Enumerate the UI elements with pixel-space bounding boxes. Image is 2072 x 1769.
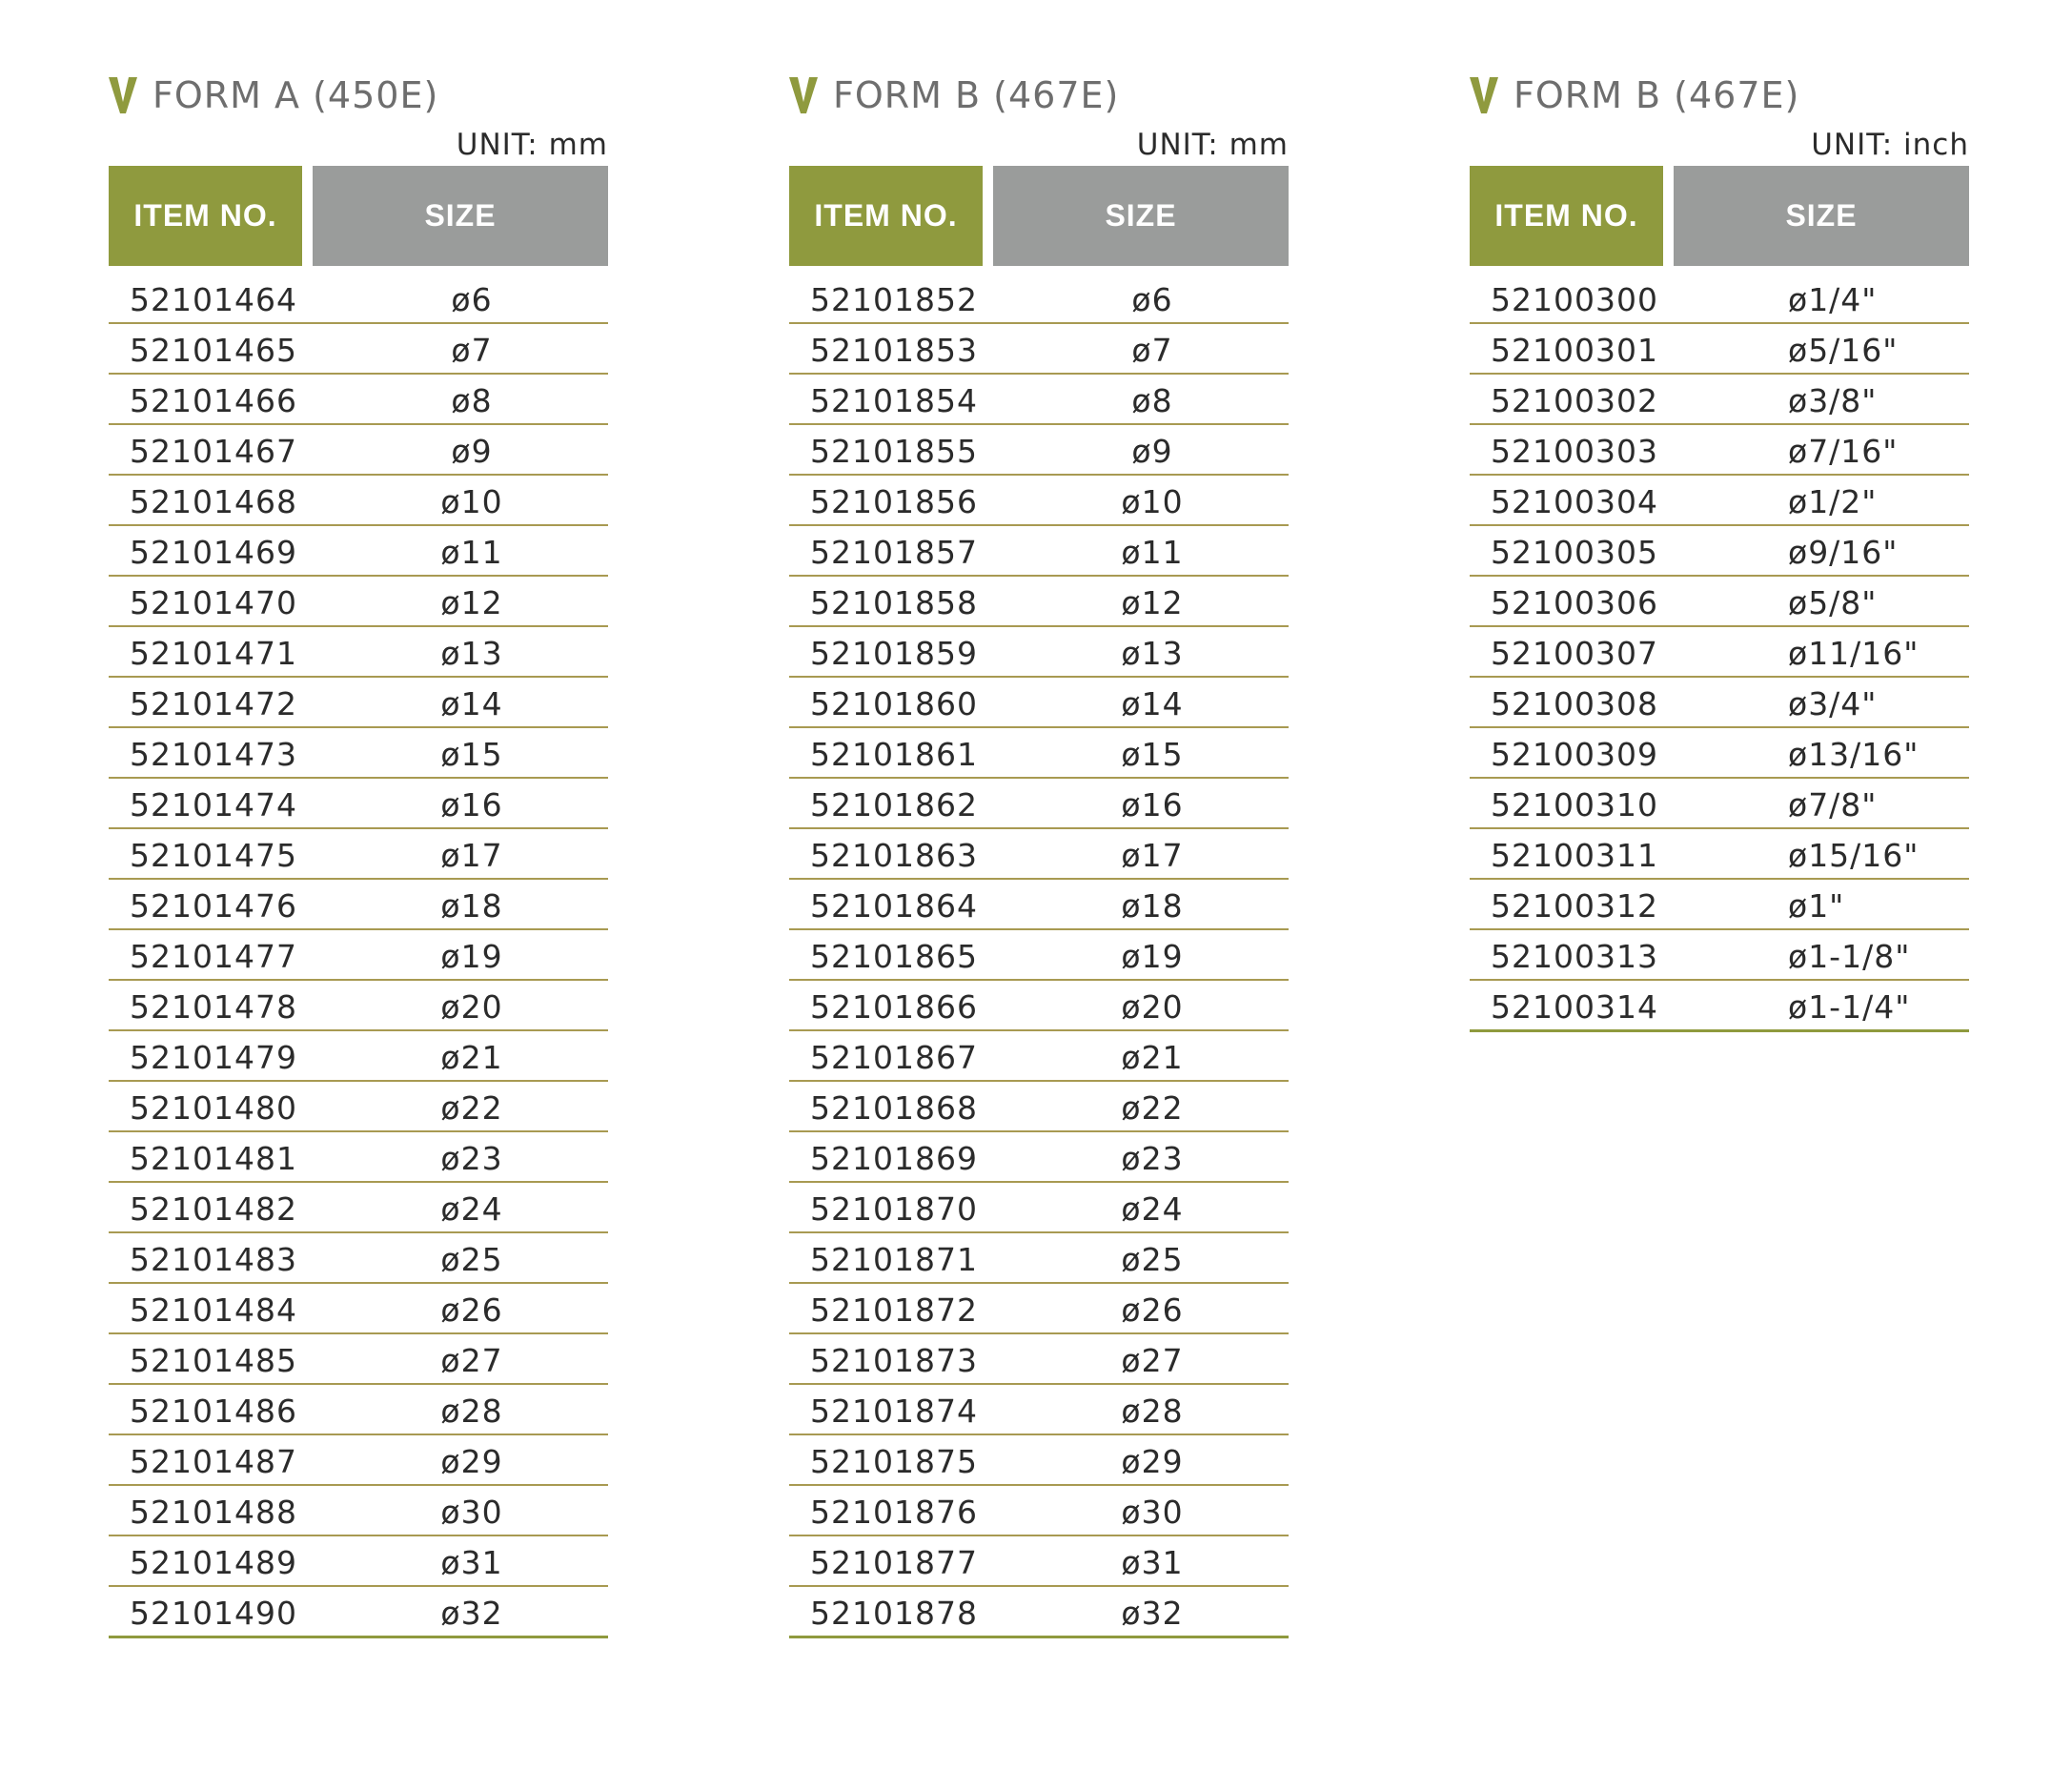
table-header xyxy=(789,166,1289,266)
table-row xyxy=(109,728,608,779)
chevron-v-icon xyxy=(109,77,137,113)
item-number-cell: 52101864 xyxy=(810,887,978,925)
size-cell: ø11 xyxy=(440,534,503,571)
item-number-cell: 52101490 xyxy=(130,1595,297,1632)
table-row xyxy=(1470,981,1969,1032)
item-number-cell: 52101860 xyxy=(810,685,978,722)
size-cell: ø5/16" xyxy=(1788,332,1899,369)
size-cell: ø9 xyxy=(451,433,493,470)
table-row xyxy=(789,476,1289,526)
item-number-cell: 52101476 xyxy=(130,887,297,925)
table-title xyxy=(789,67,1289,124)
table-row xyxy=(1470,930,1969,981)
size-cell: ø9/16" xyxy=(1788,534,1899,571)
size-cell: ø6 xyxy=(1131,281,1173,318)
item-number-cell: 52101487 xyxy=(130,1443,297,1480)
unit-label: UNIT: mm xyxy=(1136,128,1289,162)
size-cell: ø13/16" xyxy=(1788,736,1920,773)
item-number-cell: 52101877 xyxy=(810,1544,978,1581)
header-size: SIZE xyxy=(993,166,1289,266)
size-cell: ø1-1/8" xyxy=(1788,938,1911,975)
item-number-cell: 52101875 xyxy=(810,1443,978,1480)
table-row xyxy=(1470,274,1969,324)
size-cell: ø7 xyxy=(1131,332,1173,369)
size-cell: ø12 xyxy=(1121,584,1184,621)
table-row xyxy=(109,880,608,930)
item-number-cell: 52101853 xyxy=(810,332,978,369)
header-gap xyxy=(983,166,993,266)
table-row xyxy=(109,779,608,829)
table-row xyxy=(1470,375,1969,425)
item-number-cell: 52101873 xyxy=(810,1342,978,1379)
item-number-cell: 52101466 xyxy=(130,382,297,419)
table-row xyxy=(109,1031,608,1082)
table-row xyxy=(789,981,1289,1031)
size-cell: ø7 xyxy=(451,332,493,369)
table-title-text: FORM B (467E) xyxy=(1513,74,1800,116)
size-cell: ø27 xyxy=(1121,1342,1184,1379)
table-row xyxy=(789,1031,1289,1082)
size-cell: ø22 xyxy=(1121,1089,1184,1127)
unit-label: UNIT: mm xyxy=(456,128,608,162)
table-row xyxy=(789,728,1289,779)
table-row xyxy=(109,829,608,880)
size-cell: ø18 xyxy=(1121,887,1184,925)
item-number-cell: 52101871 xyxy=(810,1241,978,1278)
item-number-cell: 52101475 xyxy=(130,837,297,874)
header-gap xyxy=(1663,166,1674,266)
item-number-cell: 52101861 xyxy=(810,736,978,773)
table-title xyxy=(1470,67,1969,124)
item-number-cell: 52101874 xyxy=(810,1393,978,1430)
size-cell: ø26 xyxy=(1121,1291,1184,1329)
table-row xyxy=(789,1435,1289,1486)
table-row xyxy=(789,779,1289,829)
size-cell: ø30 xyxy=(440,1494,503,1531)
size-cell: ø30 xyxy=(1121,1494,1184,1531)
table-title xyxy=(109,67,608,124)
table-row xyxy=(109,1435,608,1486)
size-cell: ø15/16" xyxy=(1788,837,1920,874)
table-row xyxy=(109,1284,608,1334)
size-cell: ø19 xyxy=(1121,938,1184,975)
table-form-b-inch xyxy=(1470,67,1969,1032)
item-number-cell: 52101467 xyxy=(130,433,297,470)
item-number-cell: 52100309 xyxy=(1491,736,1658,773)
table-row xyxy=(109,627,608,678)
table-row xyxy=(109,1536,608,1587)
table-row xyxy=(789,425,1289,476)
item-number-cell: 52101865 xyxy=(810,938,978,975)
size-cell: ø13 xyxy=(440,635,503,672)
size-cell: ø1" xyxy=(1788,887,1845,925)
item-number-cell: 52101479 xyxy=(130,1039,297,1076)
size-cell: ø15 xyxy=(1121,736,1184,773)
table-row xyxy=(109,1334,608,1385)
chevron-v-icon xyxy=(789,77,818,113)
size-cell: ø18 xyxy=(440,887,503,925)
item-number-cell: 52101854 xyxy=(810,382,978,419)
table-header xyxy=(109,166,608,266)
header-item-no: ITEM NO. xyxy=(109,166,302,266)
item-number-cell: 52101858 xyxy=(810,584,978,621)
item-number-cell: 52100306 xyxy=(1491,584,1658,621)
size-cell: ø13 xyxy=(1121,635,1184,672)
table-body xyxy=(1470,274,1969,1032)
table-row xyxy=(109,930,608,981)
table-row xyxy=(789,375,1289,425)
item-number-cell: 52101481 xyxy=(130,1140,297,1177)
table-header xyxy=(1470,166,1969,266)
item-number-cell: 52100310 xyxy=(1491,786,1658,824)
table-row xyxy=(1470,728,1969,779)
size-cell: ø16 xyxy=(440,786,503,824)
size-cell: ø17 xyxy=(1121,837,1184,874)
item-number-cell: 52101489 xyxy=(130,1544,297,1581)
table-row xyxy=(789,829,1289,880)
size-cell: ø14 xyxy=(1121,685,1184,722)
table-row xyxy=(109,1385,608,1435)
item-number-cell: 52100301 xyxy=(1491,332,1658,369)
table-row xyxy=(1470,880,1969,930)
item-number-cell: 52100312 xyxy=(1491,887,1658,925)
size-cell: ø8 xyxy=(1131,382,1173,419)
table-body xyxy=(789,274,1289,1638)
table-title-text: FORM A (450E) xyxy=(152,74,439,116)
item-number-cell: 52101484 xyxy=(130,1291,297,1329)
table-row xyxy=(109,1587,608,1638)
size-cell: ø20 xyxy=(1121,988,1184,1026)
size-cell: ø7/16" xyxy=(1788,433,1899,470)
size-cell: ø14 xyxy=(440,685,503,722)
item-number-cell: 52101473 xyxy=(130,736,297,773)
table-row xyxy=(789,526,1289,577)
size-cell: ø3/4" xyxy=(1788,685,1878,722)
item-number-cell: 52101869 xyxy=(810,1140,978,1177)
size-cell: ø10 xyxy=(440,483,503,520)
item-number-cell: 52101856 xyxy=(810,483,978,520)
item-number-cell: 52100300 xyxy=(1491,281,1658,318)
table-row xyxy=(1470,425,1969,476)
table-row xyxy=(789,577,1289,627)
table-row xyxy=(109,324,608,375)
item-number-cell: 52101862 xyxy=(810,786,978,824)
size-cell: ø22 xyxy=(440,1089,503,1127)
table-row xyxy=(789,880,1289,930)
item-number-cell: 52101857 xyxy=(810,534,978,571)
size-cell: ø11/16" xyxy=(1788,635,1920,672)
item-number-cell: 52101470 xyxy=(130,584,297,621)
header-item-no: ITEM NO. xyxy=(1470,166,1663,266)
table-row xyxy=(789,1082,1289,1132)
table-row xyxy=(789,1284,1289,1334)
item-number-cell: 52100303 xyxy=(1491,433,1658,470)
size-cell: ø7/8" xyxy=(1788,786,1878,824)
item-number-cell: 52101876 xyxy=(810,1494,978,1531)
size-cell: ø6 xyxy=(451,281,493,318)
item-number-cell: 52100307 xyxy=(1491,635,1658,672)
table-body xyxy=(109,274,608,1638)
table-row xyxy=(109,1233,608,1284)
size-cell: ø1/2" xyxy=(1788,483,1878,520)
size-cell: ø1/4" xyxy=(1788,281,1878,318)
item-number-cell: 52101488 xyxy=(130,1494,297,1531)
item-number-cell: 52101859 xyxy=(810,635,978,672)
size-cell: ø21 xyxy=(440,1039,503,1076)
table-row xyxy=(1470,526,1969,577)
size-cell: ø15 xyxy=(440,736,503,773)
item-number-cell: 52101472 xyxy=(130,685,297,722)
item-number-cell: 52100305 xyxy=(1491,534,1658,571)
unit-label: UNIT: inch xyxy=(1811,128,1969,162)
item-number-cell: 52100313 xyxy=(1491,938,1658,975)
item-number-cell: 52101868 xyxy=(810,1089,978,1127)
table-row xyxy=(789,1385,1289,1435)
table-row xyxy=(109,1132,608,1183)
item-number-cell: 52101855 xyxy=(810,433,978,470)
table-form-a-mm xyxy=(109,67,608,1638)
item-number-cell: 52101464 xyxy=(130,281,297,318)
size-cell: ø25 xyxy=(1121,1241,1184,1278)
item-number-cell: 52100314 xyxy=(1491,988,1658,1026)
item-number-cell: 52100308 xyxy=(1491,685,1658,722)
size-cell: ø24 xyxy=(440,1190,503,1228)
table-row xyxy=(789,1233,1289,1284)
table-row xyxy=(1470,476,1969,526)
table-row xyxy=(109,274,608,324)
size-cell: ø9 xyxy=(1131,433,1173,470)
size-cell: ø32 xyxy=(1121,1595,1184,1632)
size-cell: ø12 xyxy=(440,584,503,621)
chevron-v-icon xyxy=(1470,77,1498,113)
table-row xyxy=(789,930,1289,981)
table-row xyxy=(789,627,1289,678)
size-cell: ø24 xyxy=(1121,1190,1184,1228)
size-cell: ø11 xyxy=(1121,534,1184,571)
table-row xyxy=(109,1082,608,1132)
item-number-cell: 52101867 xyxy=(810,1039,978,1076)
size-cell: ø31 xyxy=(1121,1544,1184,1581)
size-cell: ø5/8" xyxy=(1788,584,1878,621)
table-row xyxy=(789,1183,1289,1233)
item-number-cell: 52101483 xyxy=(130,1241,297,1278)
size-cell: ø19 xyxy=(440,938,503,975)
size-cell: ø28 xyxy=(1121,1393,1184,1430)
table-row xyxy=(789,1132,1289,1183)
table-row xyxy=(789,1587,1289,1638)
item-number-cell: 52101870 xyxy=(810,1190,978,1228)
header-gap xyxy=(302,166,313,266)
header-size: SIZE xyxy=(313,166,608,266)
size-cell: ø32 xyxy=(440,1595,503,1632)
table-row xyxy=(109,1486,608,1536)
size-cell: ø26 xyxy=(440,1291,503,1329)
table-row xyxy=(1470,779,1969,829)
size-cell: ø17 xyxy=(440,837,503,874)
size-cell: ø23 xyxy=(1121,1140,1184,1177)
item-number-cell: 52101482 xyxy=(130,1190,297,1228)
item-number-cell: 52100304 xyxy=(1491,483,1658,520)
item-number-cell: 52101485 xyxy=(130,1342,297,1379)
item-number-cell: 52101863 xyxy=(810,837,978,874)
table-row xyxy=(1470,627,1969,678)
item-number-cell: 52101471 xyxy=(130,635,297,672)
size-cell: ø29 xyxy=(440,1443,503,1480)
item-number-cell: 52101486 xyxy=(130,1393,297,1430)
size-cell: ø23 xyxy=(440,1140,503,1177)
table-row xyxy=(109,981,608,1031)
table-row xyxy=(109,375,608,425)
item-number-cell: 52101878 xyxy=(810,1595,978,1632)
table-row xyxy=(789,678,1289,728)
table-row xyxy=(1470,678,1969,728)
item-number-cell: 52101866 xyxy=(810,988,978,1026)
table-row xyxy=(789,324,1289,375)
size-cell: ø28 xyxy=(440,1393,503,1430)
size-cell: ø27 xyxy=(440,1342,503,1379)
table-row xyxy=(109,577,608,627)
size-cell: ø31 xyxy=(440,1544,503,1581)
table-row xyxy=(789,1536,1289,1587)
table-row xyxy=(109,678,608,728)
item-number-cell: 52101852 xyxy=(810,281,978,318)
item-number-cell: 52101474 xyxy=(130,786,297,824)
size-cell: ø16 xyxy=(1121,786,1184,824)
size-cell: ø3/8" xyxy=(1788,382,1878,419)
item-number-cell: 52100311 xyxy=(1491,837,1658,874)
item-number-cell: 52100302 xyxy=(1491,382,1658,419)
table-row xyxy=(789,1334,1289,1385)
size-cell: ø25 xyxy=(440,1241,503,1278)
table-row xyxy=(1470,324,1969,375)
table-title-text: FORM B (467E) xyxy=(833,74,1120,116)
header-item-no: ITEM NO. xyxy=(789,166,983,266)
table-row xyxy=(1470,577,1969,627)
item-number-cell: 52101480 xyxy=(130,1089,297,1127)
item-number-cell: 52101477 xyxy=(130,938,297,975)
header-size: SIZE xyxy=(1674,166,1969,266)
size-cell: ø20 xyxy=(440,988,503,1026)
size-cell: ø29 xyxy=(1121,1443,1184,1480)
size-cell: ø8 xyxy=(451,382,493,419)
table-row xyxy=(109,425,608,476)
table-form-b-mm xyxy=(789,67,1289,1638)
table-row xyxy=(109,476,608,526)
table-row xyxy=(1470,829,1969,880)
item-number-cell: 52101478 xyxy=(130,988,297,1026)
item-number-cell: 52101465 xyxy=(130,332,297,369)
table-row xyxy=(109,526,608,577)
item-number-cell: 52101468 xyxy=(130,483,297,520)
table-row xyxy=(789,1486,1289,1536)
size-cell: ø1-1/4" xyxy=(1788,988,1911,1026)
size-cell: ø21 xyxy=(1121,1039,1184,1076)
size-cell: ø10 xyxy=(1121,483,1184,520)
item-number-cell: 52101469 xyxy=(130,534,297,571)
table-row xyxy=(789,274,1289,324)
table-row xyxy=(109,1183,608,1233)
item-number-cell: 52101872 xyxy=(810,1291,978,1329)
